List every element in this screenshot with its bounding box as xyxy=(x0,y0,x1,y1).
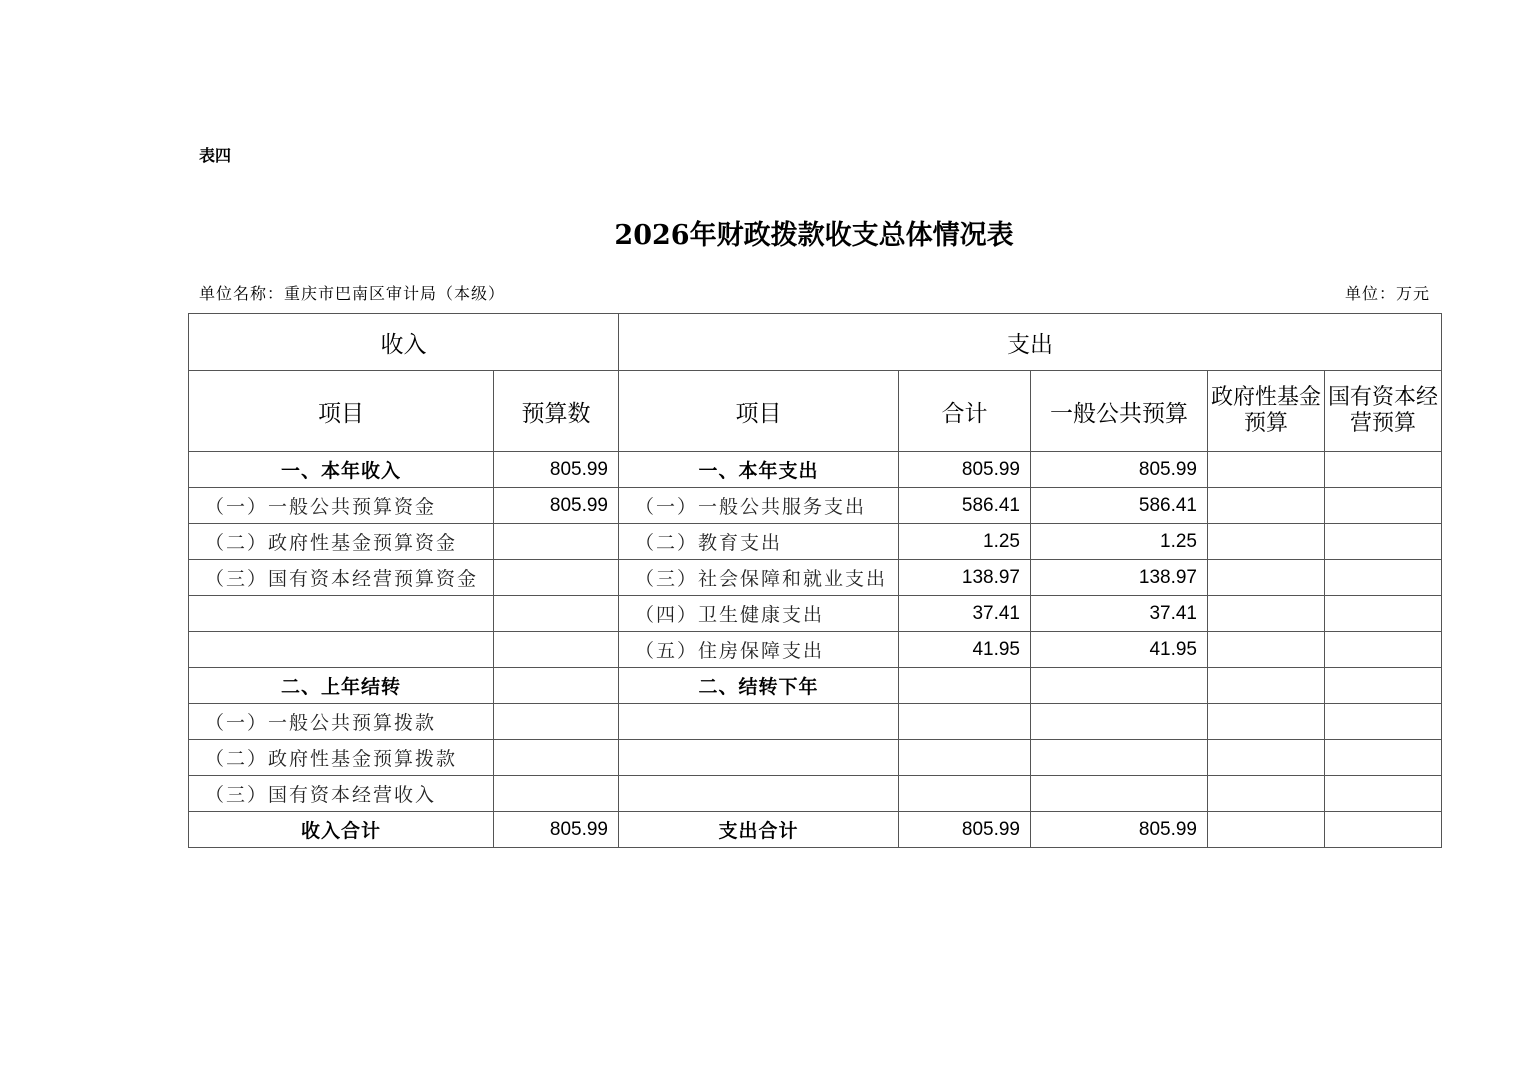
general-budget-cell xyxy=(1031,704,1208,740)
income-item-cell: （一）一般公共预算拨款 xyxy=(189,704,494,740)
income-budget-cell xyxy=(494,632,619,668)
expense-item-cell xyxy=(619,740,899,776)
general-budget-cell: 41.95 xyxy=(1031,632,1208,668)
total-cell xyxy=(899,704,1031,740)
expense-item-cell: 二、结转下年 xyxy=(619,668,899,704)
total-cell: 138.97 xyxy=(899,560,1031,596)
unit-name: 单位名称：重庆市巴南区审计局（本级） xyxy=(199,284,506,303)
gov-fund-budget-cell xyxy=(1208,704,1325,740)
general-budget-cell xyxy=(1031,740,1208,776)
expense-item-cell: （二）教育支出 xyxy=(619,524,899,560)
total-cell: 805.99 xyxy=(899,452,1031,488)
gov-fund-budget-cell xyxy=(1208,668,1325,704)
income-budget-cell: 805.99 xyxy=(494,812,619,848)
state-capital-budget-cell xyxy=(1325,740,1442,776)
state-capital-budget-cell xyxy=(1325,452,1442,488)
gov-fund-budget-cell xyxy=(1208,596,1325,632)
total-cell: 805.99 xyxy=(899,812,1031,848)
table-row xyxy=(189,560,1442,596)
general-budget-cell xyxy=(1031,776,1208,812)
state-capital-budget-cell xyxy=(1325,668,1442,704)
state-capital-budget-cell xyxy=(1325,488,1442,524)
state-capital-budget-header: 国有资本经营预算 xyxy=(1325,371,1442,452)
general-budget-cell: 37.41 xyxy=(1031,596,1208,632)
income-budget-cell xyxy=(494,524,619,560)
state-capital-budget-cell xyxy=(1325,812,1442,848)
table-row xyxy=(189,776,1442,812)
total-cell: 586.41 xyxy=(899,488,1031,524)
table-label: 表四 xyxy=(199,146,232,165)
expense-item-cell: （五）住房保障支出 xyxy=(619,632,899,668)
gov-fund-budget-header: 政府性基金预算 xyxy=(1208,371,1325,452)
income-item-cell: 一、本年收入 xyxy=(189,452,494,488)
income-item-cell xyxy=(189,632,494,668)
general-budget-cell: 586.41 xyxy=(1031,488,1208,524)
budget-table xyxy=(188,313,1442,848)
table-row xyxy=(189,740,1442,776)
expense-item-cell: 一、本年支出 xyxy=(619,452,899,488)
table-row xyxy=(189,452,1442,488)
state-capital-budget-cell xyxy=(1325,596,1442,632)
total-cell: 1.25 xyxy=(899,524,1031,560)
table-row xyxy=(189,668,1442,704)
gov-fund-budget-cell xyxy=(1208,452,1325,488)
table-row xyxy=(189,632,1442,668)
general-budget-cell: 805.99 xyxy=(1031,452,1208,488)
income-item-cell: （三）国有资本经营预算资金 xyxy=(189,560,494,596)
income-item-cell xyxy=(189,596,494,632)
general-budget-cell: 1.25 xyxy=(1031,524,1208,560)
total-cell xyxy=(899,668,1031,704)
income-budget-cell xyxy=(494,560,619,596)
income-header: 收入 xyxy=(189,314,619,371)
general-budget-cell xyxy=(1031,668,1208,704)
unit-of-measure: 单位：万元 xyxy=(1344,284,1430,303)
income-item-cell: 二、上年结转 xyxy=(189,668,494,704)
state-capital-budget-cell xyxy=(1325,704,1442,740)
income-item-cell: （三）国有资本经营收入 xyxy=(189,776,494,812)
state-capital-budget-cell xyxy=(1325,632,1442,668)
expense-item-cell: 支出合计 xyxy=(619,812,899,848)
income-budget-cell xyxy=(494,596,619,632)
income-budget-cell xyxy=(494,776,619,812)
general-budget-cell: 805.99 xyxy=(1031,812,1208,848)
expense-header: 支出 xyxy=(619,314,1442,371)
income-budget-cell xyxy=(494,668,619,704)
income-budget-cell xyxy=(494,704,619,740)
total-header: 合计 xyxy=(899,371,1031,452)
income-item-header: 项目 xyxy=(189,371,494,452)
expense-item-cell xyxy=(619,704,899,740)
income-item-cell: （二）政府性基金预算拨款 xyxy=(189,740,494,776)
state-capital-budget-cell xyxy=(1325,524,1442,560)
state-capital-budget-cell xyxy=(1325,560,1442,596)
income-budget-cell: 805.99 xyxy=(494,452,619,488)
header-row-main xyxy=(189,314,1442,371)
income-budget-cell xyxy=(494,740,619,776)
gov-fund-budget-cell xyxy=(1208,776,1325,812)
gov-fund-budget-cell xyxy=(1208,740,1325,776)
total-cell: 37.41 xyxy=(899,596,1031,632)
income-item-cell: （一）一般公共预算资金 xyxy=(189,488,494,524)
income-item-cell: 收入合计 xyxy=(189,812,494,848)
gov-fund-budget-cell xyxy=(1208,560,1325,596)
expense-item-cell: （三）社会保障和就业支出 xyxy=(619,560,899,596)
expense-item-cell xyxy=(619,776,899,812)
table-row xyxy=(189,704,1442,740)
expense-item-cell: （一）一般公共服务支出 xyxy=(619,488,899,524)
income-item-cell: （二）政府性基金预算资金 xyxy=(189,524,494,560)
general-budget-cell: 138.97 xyxy=(1031,560,1208,596)
expense-item-cell: （四）卫生健康支出 xyxy=(619,596,899,632)
general-budget-header: 一般公共预算 xyxy=(1031,371,1208,452)
table-row xyxy=(189,596,1442,632)
total-cell: 41.95 xyxy=(899,632,1031,668)
expense-item-header: 项目 xyxy=(619,371,899,452)
total-cell xyxy=(899,776,1031,812)
table-row xyxy=(189,812,1442,848)
gov-fund-budget-cell xyxy=(1208,812,1325,848)
total-cell xyxy=(899,740,1031,776)
page-title: 2026年财政拨款收支总体情况表 xyxy=(614,220,1014,251)
gov-fund-budget-cell xyxy=(1208,524,1325,560)
table-row xyxy=(189,524,1442,560)
table-row xyxy=(189,488,1442,524)
income-budget-cell: 805.99 xyxy=(494,488,619,524)
gov-fund-budget-cell xyxy=(1208,488,1325,524)
state-capital-budget-cell xyxy=(1325,776,1442,812)
gov-fund-budget-cell xyxy=(1208,632,1325,668)
header-row-sub xyxy=(189,371,1442,452)
income-budget-header: 预算数 xyxy=(494,371,619,452)
